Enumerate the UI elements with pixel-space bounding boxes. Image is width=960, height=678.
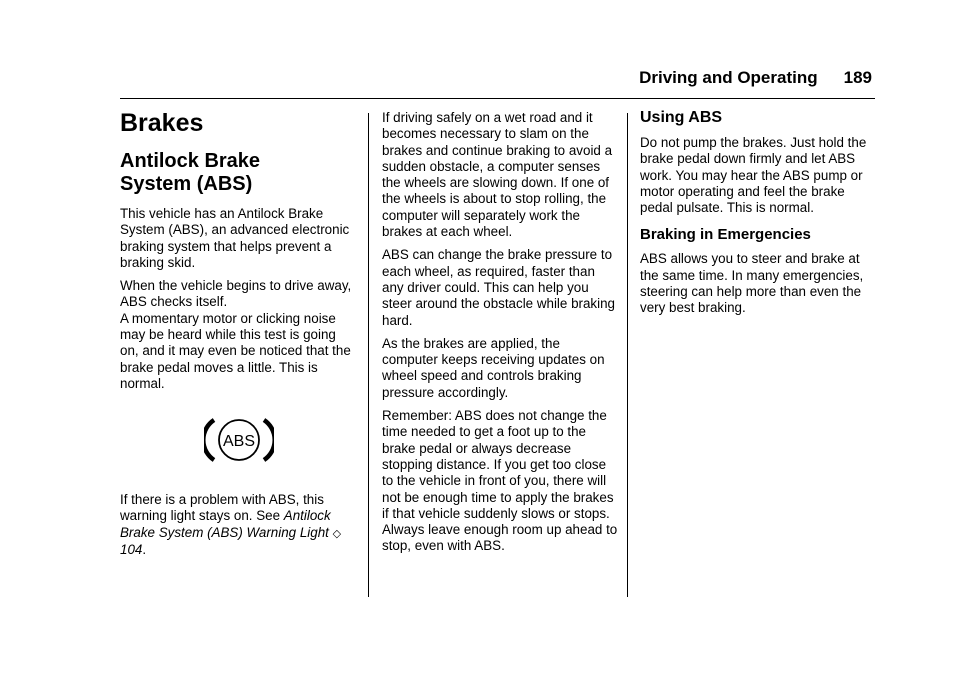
column-2 bbox=[382, 110, 618, 562]
cross-reference-link[interactable]: Antilock Brake System (ABS) Warning Light bbox=[120, 508, 331, 540]
column-divider-1 bbox=[368, 113, 369, 597]
paragraph: Remember: ABS does not change the time needed to get a foot up to the brake pedal or always decrease stopping distance. If you get too close to the vehicle in front of you, there will not be enough time to apply the brakes if that vehicle suddenly slows or stops. Always leave enough room up ahead to stop, even with ABS. bbox=[382, 408, 618, 554]
paragraph: As the brakes are applied, the computer keeps receiving updates on wheel speed and controls braking pressure accordingly. bbox=[382, 335, 605, 400]
running-header bbox=[620, 68, 872, 94]
header-divider bbox=[120, 98, 875, 99]
paragraph: ABS can change the brake pressure to each wheel, as required, faster than any driver could. This can help you steer around the obstacle while braking hard. bbox=[382, 247, 615, 328]
abs-icon-label: ABS bbox=[222, 433, 256, 450]
paragraph: This vehicle has an Antilock Brake System (ABS), an advanced electronic braking system that helps prevent a braking skid. bbox=[120, 206, 350, 270]
abs-warning-light-icon bbox=[204, 414, 274, 466]
paragraph: If driving safely on a wet road and it becomes necessary to slam on the brakes and continue braking to avoid a sudden obstacle, a computer senses the wheels are slowing down. If one of the wheels is about to stop rolling, the computer will separately work the brakes at each wheel. bbox=[382, 110, 613, 240]
paragraph bbox=[120, 278, 358, 392]
column-1 bbox=[120, 106, 358, 557]
column-3 bbox=[640, 106, 876, 327]
paragraph: ABS allows you to steer and brake at the same time. In many emergencies, steering can help more than even the very best braking. bbox=[640, 251, 864, 316]
column-divider-2 bbox=[627, 113, 628, 597]
page-number: 189 bbox=[843, 68, 872, 87]
paragraph-warning-reference bbox=[120, 492, 358, 558]
subsection-title-line1: Antilock Brake bbox=[120, 150, 261, 172]
header-section-title: Driving and Operating bbox=[639, 68, 818, 87]
paragraph-line: A momentary motor or clicking noise may be heard while this test is going on, and it may even be noticed that the brake pedal moves a little. This is normal. bbox=[120, 310, 351, 391]
heading-using-abs: Using ABS bbox=[640, 109, 723, 126]
paragraph-line: When the vehicle begins to drive away, ABS checks itself. bbox=[120, 278, 352, 310]
subsection-title bbox=[120, 150, 358, 196]
reference-suffix: . bbox=[142, 541, 147, 557]
section-title: Brakes bbox=[120, 109, 204, 137]
reference-prefix: If there is a problem with ABS, this warning light stays on. See bbox=[120, 492, 324, 524]
subsection-title-line2: System (ABS) bbox=[120, 173, 253, 195]
cross-reference-page[interactable]: 104 bbox=[120, 541, 143, 557]
paragraph: Do not pump the brakes. Just hold the brake pedal down firmly and let ABS work. You may hear the ABS pump or motor operating and feel the brake pedal pulsate. This is normal. bbox=[640, 135, 867, 216]
page-ref-arrow-icon: ◇ bbox=[332, 527, 342, 540]
heading-braking-emergencies: Braking in Emergencies bbox=[640, 226, 811, 244]
